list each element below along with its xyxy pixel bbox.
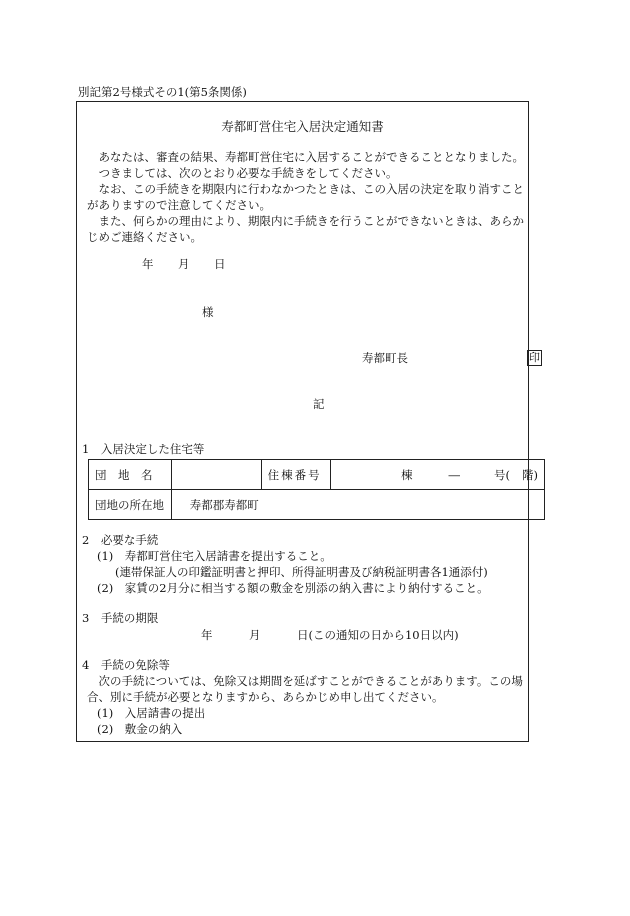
housing-info-table — [88, 459, 545, 520]
estate-name-label: 団 地 名 — [89, 460, 172, 490]
issuer-name: 寿都町長 — [362, 351, 408, 365]
section1-heading: 1 入居決定した住宅等 — [82, 442, 205, 456]
section2-heading: 2 必要な手続 — [82, 533, 159, 547]
location-label: 団地の所在地 — [89, 490, 172, 520]
notice-frame — [76, 101, 540, 742]
intro-para-1: あなたは、審査の結果、寿都町営住宅に入居することができることとなりました。 — [87, 150, 524, 164]
exemption-text: 次の手続については、免除又は期間を延ばすことができることがあります。この場合、別に手続が必要となりますから、あらかじめ申し出てください。 — [87, 674, 523, 704]
deadline-month: 月 — [249, 628, 261, 642]
unit-dash: ― — [448, 467, 460, 482]
date-month: 月 — [178, 257, 190, 271]
procedure-item-1: (1) 寿都町営住宅入居請書を提出すること。 — [97, 549, 332, 563]
unit-floor: 階) — [522, 467, 538, 482]
estate-name-value[interactable] — [171, 460, 261, 490]
form-number: 別記第2号様式その1(第5条関係) — [78, 85, 247, 99]
date-year: 年 — [142, 257, 154, 271]
date-day: 日 — [214, 257, 226, 271]
section4-heading: 4 手続の免除等 — [82, 658, 170, 672]
unit-building: 棟 — [401, 467, 413, 482]
procedure-item-2: (2) 家賃の2月分に相当する額の敷金を別添の納入書により納付すること。 — [97, 581, 489, 595]
unit-number: 号( — [494, 467, 510, 482]
procedure-item-1-note: (連帯保証人の印鑑証明書と押印、所得証明書及び納税証明書各1通添付) — [115, 565, 488, 579]
addressee-suffix: 様 — [202, 305, 214, 319]
intro-para-4: また、何らかの理由により、期限内に手続きを行うことができないときは、あらかじめご連絡ください。 — [87, 214, 524, 244]
building-number-value[interactable] — [331, 460, 545, 490]
section3-heading: 3 手続の期限 — [82, 611, 159, 625]
intro-para-2: つきましては、次のとおり必要な手続きをしてください。 — [87, 166, 398, 180]
intro-para-3: なお、この手続きを期限内に行わなかつたときは、この入居の決定を取り消すことがありますので注意してください。 — [87, 182, 524, 212]
seal-mark: 印 — [529, 351, 540, 364]
location-value[interactable]: 寿都郡寿都町 — [171, 490, 544, 520]
exemption-item-1: (1) 入居請書の提出 — [97, 706, 206, 720]
table-row — [89, 460, 545, 490]
document-title: 寿都町営住宅入居決定通知書 — [221, 119, 384, 134]
ki-label: 記 — [313, 397, 325, 411]
table-row — [89, 490, 545, 520]
exemption-item-2: (2) 敷金の納入 — [97, 722, 183, 736]
building-number-label: 住棟番号 — [261, 460, 330, 490]
deadline-year: 年 — [201, 628, 213, 642]
deadline-day-note: 日(この通知の日から10日以内) — [297, 628, 459, 642]
